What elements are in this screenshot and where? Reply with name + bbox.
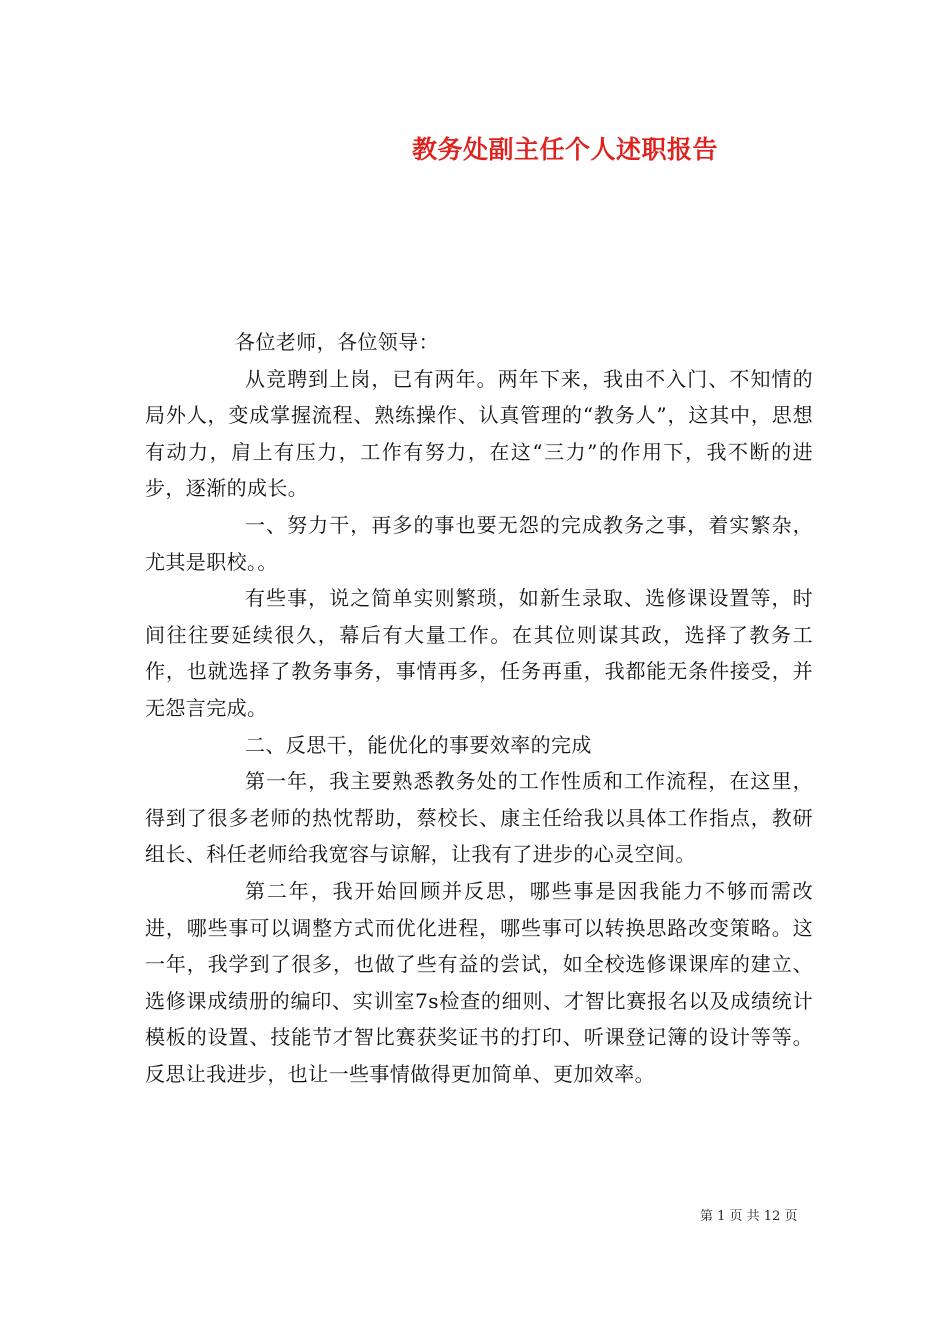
paragraph-6: 第二年，我开始回顾并反思，哪些事是因我能力不够而需改进，哪些事可以调整方式而优化进程，哪些事可以转换思路改变策略。这一年，我学到了很多，也做了些有益的尝试，如全校选修课课库的建立、选修课成绩册的编印、实训室7s检查的细则、才智比赛报名以及成绩统计模板的设置、技能节才智比赛获奖证书的打印、听课登记簿的设计等等。反思让我进步，也让一些事情做得更加简单、更加效率。: [145, 878, 813, 1086]
salutation: 各位老师，各位领导：: [235, 330, 439, 354]
paragraph-3: 有些事，说之简单实则繁琐，如新生录取、选修课设置等，时间往往要延续很久，幕后有大量工作。在其位则谋其政，选择了教务工作，也就选择了教务事务，事情再多，任务再重，我都能无条件接受，并无怨言完成。: [145, 586, 813, 720]
page-footer: 第 1 页 共 12 页: [700, 1209, 798, 1224]
paragraph-4: 二、反思干，能优化的事要效率的完成: [245, 732, 592, 757]
document-title: 教务处副主任个人述职报告: [411, 135, 718, 164]
paragraph-2: 一、努力干，再多的事也要无怨的完成教务之事，着实繁杂，尤其是职校。。: [145, 512, 813, 574]
paragraph-5: 第一年，我主要熟悉教务处的工作性质和工作流程，在这里，得到了很多老师的热忱帮助，蔡校长、康主任给我以具体工作指点，教研组长、科任老师给我宽容与谅解，让我有了进步的心灵空间。: [145, 769, 813, 867]
paragraph-1: 从竞聘到上岗，已有两年。两年下来，我由不入门、不知情的局外人，变成掌握流程、熟练操作、认真管理的“教务人”，这其中，思想有动力，肩上有压力，工作有努力，在这“三力”的作用下，我不断的进步，逐渐的成长。: [145, 366, 813, 501]
document-body: [145, 324, 813, 1092]
